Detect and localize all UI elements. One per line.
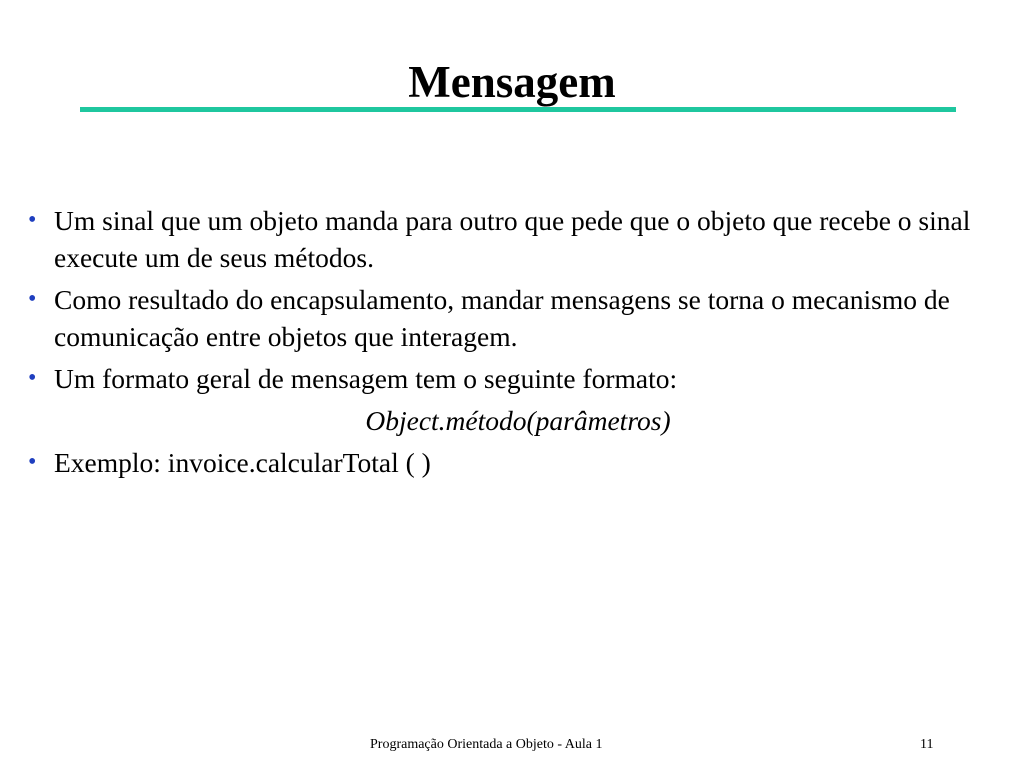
bullet-item [28,444,1008,481]
syntax-example: Object.método(parâmetros) [365,405,671,436]
bullet-icon: • [28,207,37,233]
bullet-item [28,281,1008,355]
bullet-text: Como resultado do encapsulamento, mandar mensagens se torna o mecanismo de comunicação entre objetos que interagem. [54,284,950,352]
bullet-text: Um formato geral de mensagem tem o seguinte formato: [54,363,678,394]
title-underline [80,107,956,112]
bullet-item [28,360,1008,397]
bullet-icon: • [28,365,37,391]
bullet-text: Exemplo: invoice.calcularTotal ( ) [54,447,431,478]
bullet-item [28,202,1008,276]
bullet-icon: • [28,449,37,475]
bullet-icon: • [28,286,37,312]
slide-title: Mensagem [408,57,616,107]
page-number: 11 [920,737,934,752]
footer-text: Programação Orientada a Objeto - Aula 1 [370,737,603,752]
bullet-list [28,202,1008,486]
bullet-text: Um sinal que um objeto manda para outro que pede que o objeto que recebe o sinal execute um de seus métodos. [54,205,971,273]
